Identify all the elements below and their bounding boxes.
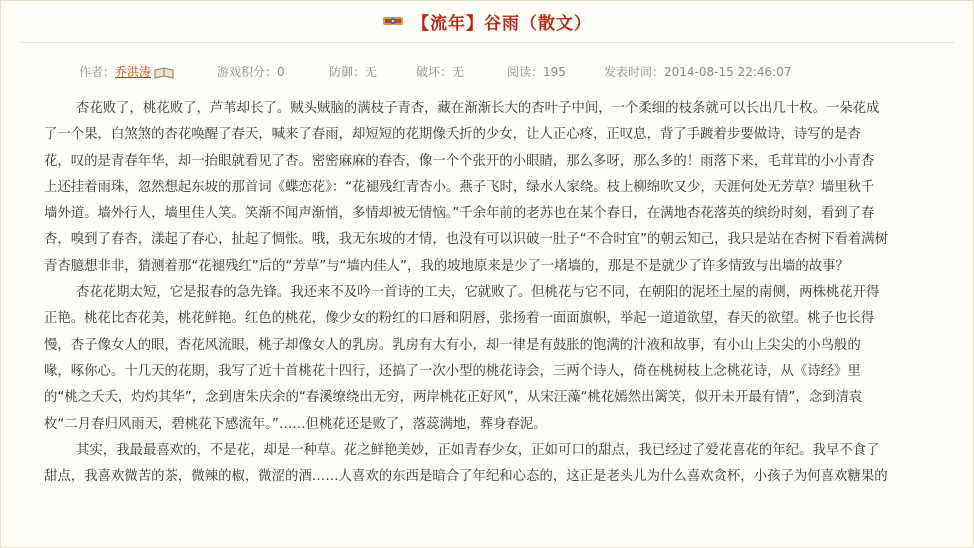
- article-line: 其实，我最最喜欢的，不是花，却是一种草。花之鲜艳美妙，正如青春少女，正如可口的甜点，我已经过了爱花喜花的年纪。我早不食了: [76, 442, 880, 458]
- article-line: 的“桃之夭夭，灼灼其华”，念到唐朱庆余的“春溪缭绕出无穷，两岸桃花正好风”，从宋汪藻“桃花嫣然出篱笑，似开未开最有情”，念到清袁: [44, 390, 863, 406]
- damage-stat: 破坏：无: [416, 65, 465, 79]
- read-count: 阅读：195: [507, 65, 566, 79]
- defense-stat: 防御：无: [329, 65, 378, 79]
- page-title: 【流年】谷雨（散文）: [412, 13, 592, 34]
- publish-time: 发表时间：2014-08-15 22:46:07: [604, 65, 792, 79]
- article-line: 杏花花期太短，它是报春的急先锋。我还来不及吟一首诗的工夫，它就败了。但桃花与它不同，在朝阳的泥坯土屋的南侧，两株桃花开得: [76, 285, 880, 301]
- article-line: 杏花败了，桃花败了，芦苇却长了。贼头贼脑的满枝子青杏，藏在渐渐长大的杏叶子中间，一个柔细的枝条就可以长出几十枚。一朵花成: [76, 101, 880, 116]
- article-line: 花，叹的是青春年华，却一抬眼就看见了杏。密密麻麻的春杏，像一个个张开的小眼睛，那么多呀，那么多的！雨落下来，毛茸茸的小小青杏: [44, 153, 875, 169]
- title-bar: [0, 6, 974, 36]
- article-line: 枚“二月春归风雨天，碧桃花下感流年。”……但桃花还是败了，落蕊满地，葬身春泥。: [44, 416, 547, 432]
- game-score: 游戏积分：0: [217, 65, 285, 79]
- article-line: 喙，啄你心。十几天的花期，我写了近十首桃花十四行，还搞了一次小型的桃花诗会，三两个诗人，倚在桃树枝上念桃花诗，从《诗经》里: [44, 363, 861, 379]
- article-line: 甜点，我喜欢微苦的茶，微辣的椒，微涩的酒……人喜欢的东西是暗合了年纪和心态的，这正是老头儿为什么喜欢贪杯，小孩子为何喜欢糖果的: [44, 469, 888, 485]
- article-body: [44, 96, 929, 490]
- article-line: 墙外道。墙外行人，墙里佳人笑。笑渐不闻声渐悄，多情却被无情恼。”千余年前的老苏也在某个春日，在满地杏花落英的缤纷时刻，看到了春: [44, 206, 875, 222]
- article-line: 上还挂着雨珠，忽然想起东坡的那首词《蝶恋花》：“花褪残红青杏小。燕子飞时，绿水人家绕。枝上柳绵吹又少，天涯何处无芳草？墙里秋千: [44, 179, 875, 195]
- emblem-icon: [382, 13, 404, 29]
- author-label: 作者：: [79, 65, 116, 79]
- author-info: [79, 63, 174, 80]
- article-line: 了一个果，白煞煞的杏花唤醒了春天，喊来了春雨，却短短的花期像夭折的少女，让人正心疼，正叹息，背了手踱着步要做诗，诗写的是杏: [44, 127, 861, 143]
- article-line: 青杏臆想非非，猜测着那“花褪残红”后的“芳草”与“墙内佳人”，我的坡地原来是少了一堵墙的，那是不是就少了许多情致与出墙的故事？: [44, 258, 849, 274]
- article-line: 正艳。桃花比杏花美，桃花鲜艳。红色的桃花，像少女的粉红的口唇和阴唇，张扬着一面面旗帜，举起一道道欲望，春天的欲望。桃子也长得: [44, 311, 875, 327]
- book-icon[interactable]: [154, 67, 174, 79]
- article-line: 杏，嗅到了春杏，漾起了春心，扯起了惆怅。哦，我无东坡的才情，也没有可以识破一肚子“不合时宜”的朝云知己，我只是站在杏树下看着满树: [44, 232, 889, 248]
- author-link[interactable]: 乔洪涛: [115, 65, 152, 79]
- title-divider: [20, 42, 954, 43]
- article-line: 慢，杏子像女人的眼，杏花风流眼，桃子却像女人的乳房。乳房有大有小，却一律是有鼓胀的饱满的汁液和故事，有小山上尖尖的小鸟般的: [44, 337, 861, 353]
